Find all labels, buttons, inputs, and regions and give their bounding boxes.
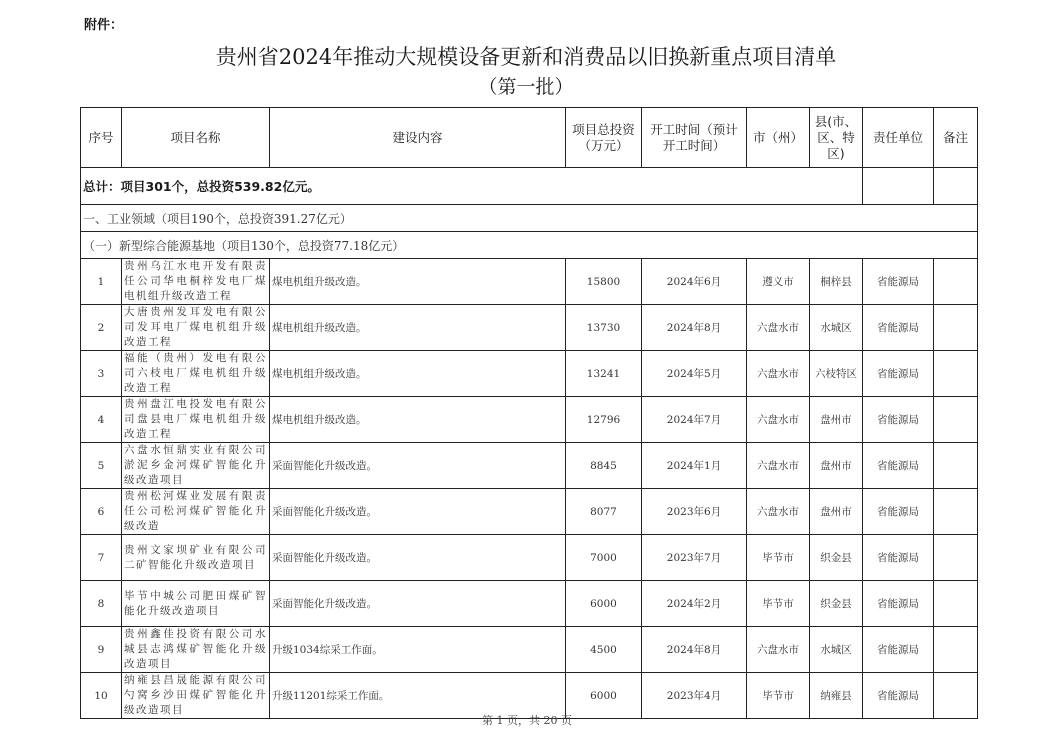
- header-content: 建设内容: [270, 108, 566, 168]
- row-content: 煤电机组升级改造。: [270, 351, 566, 397]
- row-name: 福能（贵州）发电有限公司六枝电厂煤电机组升级改造工程: [122, 351, 270, 397]
- row-remarks: [934, 305, 978, 351]
- row-seq: 10: [81, 673, 122, 719]
- row-content: 煤电机组升级改造。: [270, 397, 566, 443]
- row-county: 盘州市: [810, 489, 863, 535]
- header-responsible: 责任单位: [863, 108, 934, 168]
- page-indicator: 第 1 页，共 20 页: [482, 714, 572, 727]
- row-name: 贵州乌江水电开发有限责任公司华电桐梓发电厂煤电机组升级改造工程: [122, 259, 270, 305]
- row-start-time: 2024年7月: [642, 397, 747, 443]
- row-city: 毕节市: [747, 535, 810, 581]
- row-seq: 7: [81, 535, 122, 581]
- row-responsible: 省能源局: [863, 351, 934, 397]
- row-city: 六盘水市: [747, 489, 810, 535]
- row-remarks: [934, 535, 978, 581]
- row-responsible: 省能源局: [863, 305, 934, 351]
- row-content: 采面智能化升级改造。: [270, 443, 566, 489]
- row-investment: 6000: [566, 581, 642, 627]
- row-name: 纳雍县昌晟能源有限公司勺窝乡沙田煤矿智能化升级改造项目: [122, 673, 270, 719]
- total-row: [81, 168, 978, 205]
- row-investment: 8845: [566, 443, 642, 489]
- table-row: [81, 351, 978, 397]
- row-city: 遵义市: [747, 259, 810, 305]
- row-content: 采面智能化升级改造。: [270, 535, 566, 581]
- row-start-time: 2024年2月: [642, 581, 747, 627]
- row-responsible: 省能源局: [863, 627, 934, 673]
- total-responsible: [863, 168, 934, 205]
- row-name: 六盘水恒鼎实业有限公司淤泥乡金河煤矿智能化升级改造项目: [122, 443, 270, 489]
- row-investment: 12796: [566, 397, 642, 443]
- project-list-table: [80, 107, 978, 719]
- row-start-time: 2023年4月: [642, 673, 747, 719]
- total-remarks: [934, 168, 978, 205]
- attachment-label: 附件：: [84, 18, 124, 33]
- row-start-time: 2024年8月: [642, 627, 747, 673]
- table-row: [81, 305, 978, 351]
- row-county: 桐梓县: [810, 259, 863, 305]
- table-row: [81, 489, 978, 535]
- row-city: 毕节市: [747, 673, 810, 719]
- row-seq: 6: [81, 489, 122, 535]
- row-remarks: [934, 443, 978, 489]
- table-row: [81, 535, 978, 581]
- row-name: 贵州松河煤业发展有限责任公司松河煤矿智能化升级改造: [122, 489, 270, 535]
- row-content: 采面智能化升级改造。: [270, 489, 566, 535]
- row-remarks: [934, 673, 978, 719]
- subsection-energy-base: （一）新型综合能源基地（项目130个，总投资77.18亿元）: [81, 232, 978, 259]
- table-row: [81, 397, 978, 443]
- header-remarks: 备注: [934, 108, 978, 168]
- row-responsible: 省能源局: [863, 581, 934, 627]
- row-seq: 4: [81, 397, 122, 443]
- row-remarks: [934, 627, 978, 673]
- row-city: 毕节市: [747, 581, 810, 627]
- row-start-time: 2024年5月: [642, 351, 747, 397]
- table-row: [81, 443, 978, 489]
- header-name: 项目名称: [122, 108, 270, 168]
- row-county: 织金县: [810, 535, 863, 581]
- section-row: [81, 205, 978, 232]
- table-header-row: [81, 108, 978, 168]
- header-investment: 项目总投资（万元）: [566, 108, 642, 168]
- row-remarks: [934, 581, 978, 627]
- row-city: 六盘水市: [747, 351, 810, 397]
- row-county: 水城区: [810, 627, 863, 673]
- total-summary: 总计：项目301个，总投资539.82亿元。: [81, 168, 863, 205]
- row-investment: 4500: [566, 627, 642, 673]
- row-responsible: 省能源局: [863, 443, 934, 489]
- row-start-time: 2024年8月: [642, 305, 747, 351]
- row-seq: 8: [81, 581, 122, 627]
- row-content: 煤电机组升级改造。: [270, 259, 566, 305]
- row-remarks: [934, 489, 978, 535]
- row-start-time: 2024年1月: [642, 443, 747, 489]
- row-name: 贵州文家坝矿业有限公司二矿智能化升级改造项目: [122, 535, 270, 581]
- table-row: [81, 259, 978, 305]
- row-seq: 3: [81, 351, 122, 397]
- row-county: 织金县: [810, 581, 863, 627]
- row-investment: 8077: [566, 489, 642, 535]
- header-start-time: 开工时间（预计开工时间）: [642, 108, 747, 168]
- row-start-time: 2024年6月: [642, 259, 747, 305]
- row-responsible: 省能源局: [863, 535, 934, 581]
- row-remarks: [934, 259, 978, 305]
- row-start-time: 2023年7月: [642, 535, 747, 581]
- section-industry: 一、工业领域（项目190个，总投资391.27亿元）: [81, 205, 978, 232]
- header-city: 市（州）: [747, 108, 810, 168]
- row-seq: 5: [81, 443, 122, 489]
- row-responsible: 省能源局: [863, 397, 934, 443]
- row-seq: 2: [81, 305, 122, 351]
- row-content: 升级1034综采工作面。: [270, 627, 566, 673]
- table-row: [81, 581, 978, 627]
- row-remarks: [934, 397, 978, 443]
- subsection-row: [81, 232, 978, 259]
- row-city: 六盘水市: [747, 397, 810, 443]
- row-name: 大唐贵州发耳发电有限公司发耳电厂煤电机组升级改造工程: [122, 305, 270, 351]
- row-county: 六枝特区: [810, 351, 863, 397]
- row-seq: 9: [81, 627, 122, 673]
- row-seq: 1: [81, 259, 122, 305]
- row-county: 盘州市: [810, 443, 863, 489]
- row-name: 毕节中城公司肥田煤矿智能化升级改造项目: [122, 581, 270, 627]
- row-investment: 15800: [566, 259, 642, 305]
- row-responsible: 省能源局: [863, 489, 934, 535]
- document-title: 贵州省2024年推动大规模设备更新和消费品以旧换新重点项目清单: [215, 45, 837, 69]
- row-content: 采面智能化升级改造。: [270, 581, 566, 627]
- row-city: 六盘水市: [747, 305, 810, 351]
- table-row: [81, 627, 978, 673]
- row-investment: 7000: [566, 535, 642, 581]
- row-name: 贵州鑫佳投资有限公司水城县志鸿煤矿智能化升级改造项目: [122, 627, 270, 673]
- row-remarks: [934, 351, 978, 397]
- header-county: 县(市、区、特区): [810, 108, 863, 168]
- row-responsible: 省能源局: [863, 673, 934, 719]
- row-content: 煤电机组升级改造。: [270, 305, 566, 351]
- row-responsible: 省能源局: [863, 259, 934, 305]
- row-county: 盘州市: [810, 397, 863, 443]
- row-city: 六盘水市: [747, 627, 810, 673]
- row-investment: 13730: [566, 305, 642, 351]
- row-city: 六盘水市: [747, 443, 810, 489]
- row-name: 贵州盘江电投发电有限公司盘县电厂煤电机组升级改造工程: [122, 397, 270, 443]
- row-county: 纳雍县: [810, 673, 863, 719]
- row-investment: 6000: [566, 673, 642, 719]
- document-subtitle: （第一批）: [478, 76, 574, 98]
- row-content: 升级11201综采工作面。: [270, 673, 566, 719]
- row-start-time: 2023年6月: [642, 489, 747, 535]
- row-county: 水城区: [810, 305, 863, 351]
- header-seq: 序号: [81, 108, 122, 168]
- row-investment: 13241: [566, 351, 642, 397]
